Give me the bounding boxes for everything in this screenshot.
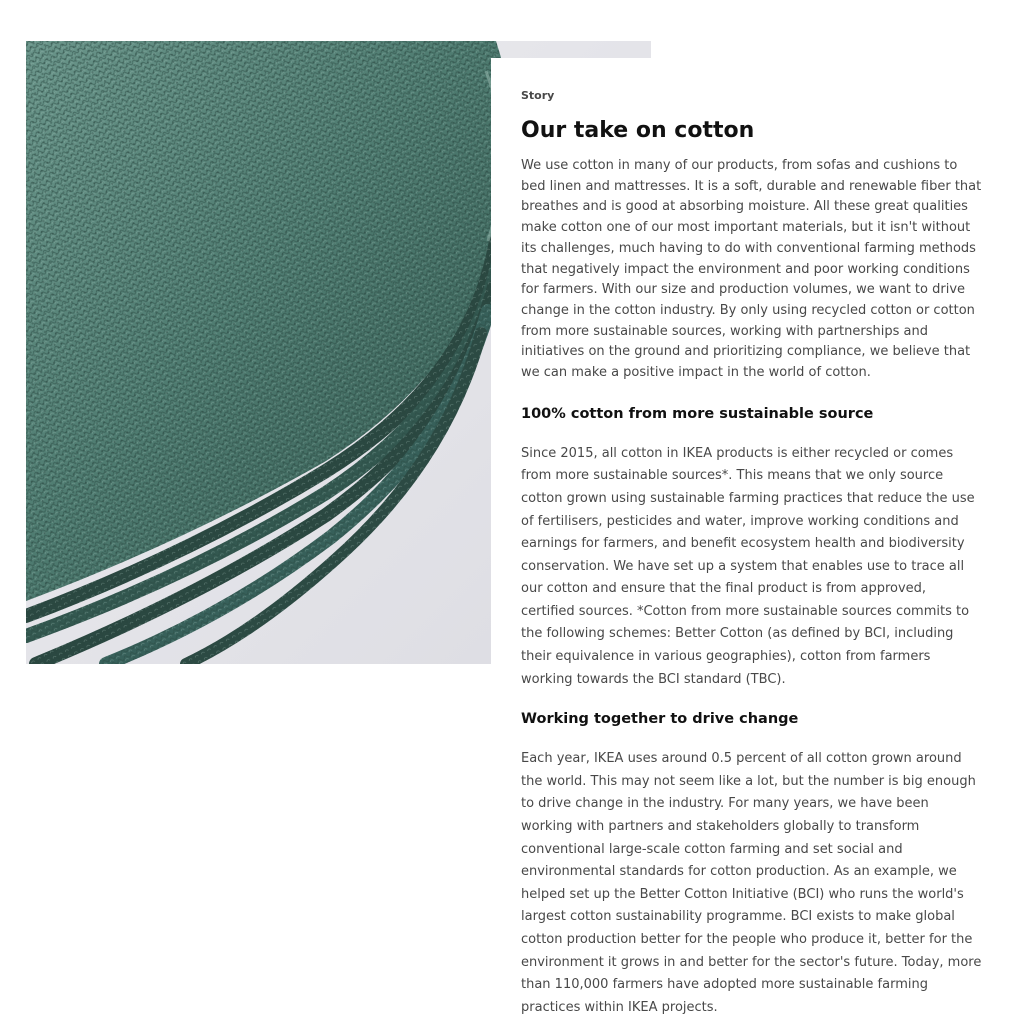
section-heading-drive-change: Working together to drive change: [521, 711, 799, 728]
section-heading-sustainable-source: 100% cotton from more sustainable source: [521, 405, 874, 422]
section-text-sustainable-source: Since 2015, all cotton in IKEA products is either recycled or comes from more sustainable sources*. This means that we only source cotton grown using sustainable farming practices that reduce the use of fertilisers, pesticides and water, improve working conditions and earnings for farmers, and benefit ecosystem health and biodiversity conservation. We have set up a system that enables use to trace all our cotton and ensure that the final product is from approved, certified sources. *Cotton from more sustainable sources commits to the following schemes: Better Cotton (as defined by BCI, including their equivalence in various geographies), cotton from farmers working towards the BCI standard (TBC).: [521, 445, 975, 687]
section-text-drive-change: Each year, IKEA uses around 0.5 percent of all cotton grown around the world. This may not seem like a lot, but the number is big enough to drive change in the industry. For many years, we have been working with partners and stakeholders globally to transform conventional large-scale cotton farming and set social and environmental standards for cotton production. As an example, we helped set up the Better Cotton Initiative (BCI) who runs the world's largest cotton sustainability programme. BCI exists to make global cotton production better for the people who produce it, better for the environment it grows in and better for the sector's future. Today, more than 110,000 farmers have adopted more sustainable farming practices within IKEA projects.: [521, 751, 982, 1015]
intro-paragraph: We use cotton in many of our products, from sofas and cushions to bed linen and mattresses. It is a soft, durable and renewable fiber that breathes and is good at absorbing moisture. All these great qualities make cotton one of our most important materials, but it isn't without its challenges, much having to do with conventional farming methods that negatively impact the environment and poor working conditions for farmers. With our size and production volumes, we want to drive change in the cotton industry. By only using recycled cotton or cotton from more sustainable sources, working with partnerships and initiatives on the ground and prioritizing compliance, we believe that we can make a positive impact in the world of cotton.: [521, 158, 982, 381]
story-content: [521, 88, 983, 1019]
page-title: Our take on cotton: [521, 118, 755, 143]
story-eyebrow: Story: [521, 89, 555, 102]
